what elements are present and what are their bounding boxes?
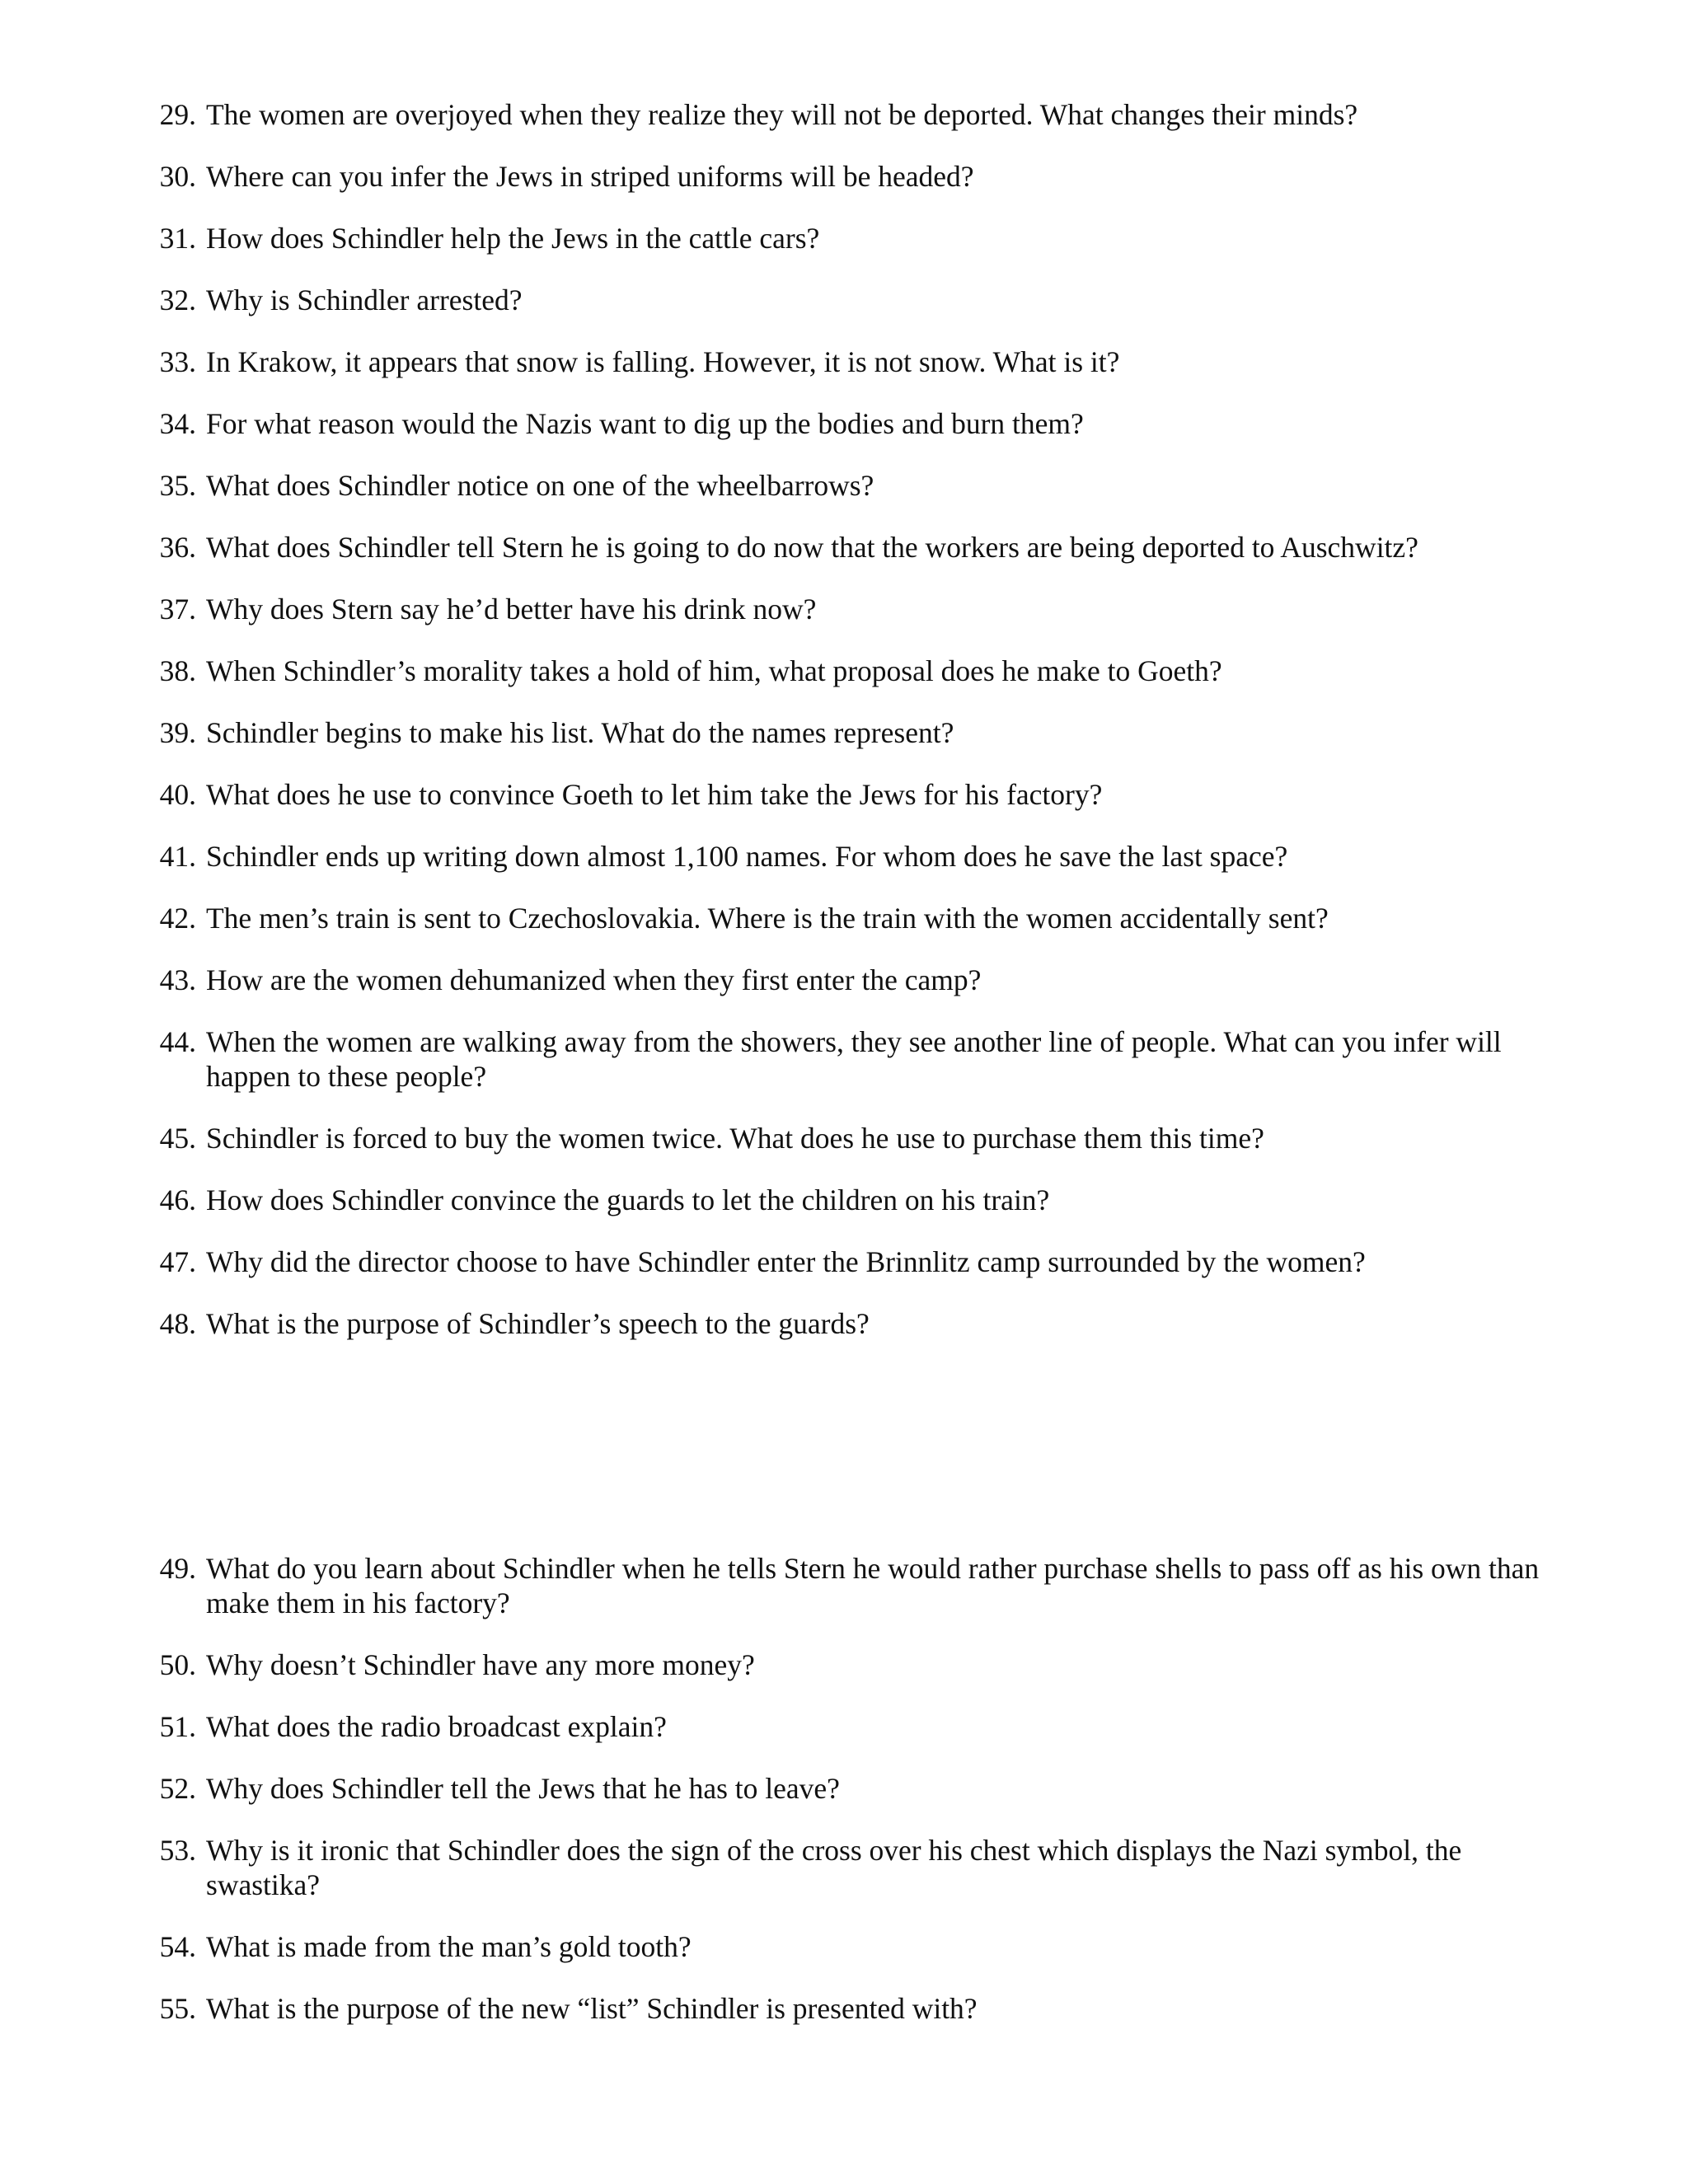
question-text: For what reason would the Nazis want to dig up the bodies and burn them?: [206, 407, 1084, 440]
question-text: When the women are walking away from the showers, they see another line of people. What can you infer will happen to these people?: [206, 1025, 1502, 1093]
question-number: 43.: [159, 963, 196, 996]
question-item: [0, 1121, 1688, 1155]
question-number: 38.: [159, 654, 196, 687]
question-text: Schindler begins to make his list. What do the names represent?: [206, 716, 954, 749]
question-text: What does Schindler notice on one of the wheelbarrows?: [206, 469, 874, 502]
question-item: [0, 468, 1688, 503]
question-number: 39.: [159, 716, 196, 749]
question-number: 33.: [159, 345, 196, 378]
question-text: How are the women dehumanized when they first enter the camp?: [206, 963, 982, 996]
question-number: 42.: [159, 902, 196, 935]
question-item: [0, 1024, 1688, 1094]
question-number: 34.: [159, 407, 196, 440]
question-text: What does he use to convince Goeth to let him take the Jews for his factory?: [206, 778, 1103, 811]
question-number: 30.: [159, 160, 196, 193]
question-number: 46.: [159, 1183, 196, 1216]
question-number: 47.: [159, 1245, 196, 1278]
question-item: [0, 901, 1688, 935]
question-text: In Krakow, it appears that snow is falling. However, it is not snow. What is it?: [206, 345, 1120, 378]
question-number: 40.: [159, 778, 196, 811]
question-text: What does Schindler tell Stern he is going to do now that the workers are being deported to Auschwitz?: [206, 531, 1418, 564]
question-item: [0, 1183, 1688, 1217]
question-item: [0, 530, 1688, 565]
question-item: [0, 1244, 1688, 1279]
question-number: 41.: [159, 840, 196, 873]
question-text: What is made from the man’s gold tooth?: [206, 1930, 692, 1963]
question-text: Why is it ironic that Schindler does the sign of the cross over his chest which displays the Nazi symbol, the swastika?: [206, 1834, 1462, 1901]
question-text: Schindler ends up writing down almost 1,100 names. For whom does he save the last space?: [206, 840, 1288, 873]
question-text: What is the purpose of Schindler’s speech to the guards?: [206, 1307, 870, 1340]
question-number: 36.: [159, 531, 196, 564]
question-text: When Schindler’s morality takes a hold of him, what proposal does he make to Goeth?: [206, 654, 1222, 687]
question-item: [0, 406, 1688, 441]
question-item: [0, 1647, 1688, 1682]
question-number: 37.: [159, 593, 196, 626]
question-item: [0, 963, 1688, 997]
question-item: [0, 221, 1688, 255]
question-item: [0, 1929, 1688, 1964]
question-item: [0, 1833, 1688, 1902]
question-number: 44.: [159, 1025, 196, 1058]
question-item: [0, 1306, 1688, 1341]
question-item: [0, 159, 1688, 194]
question-text: Why does Schindler tell the Jews that he has to leave?: [206, 1772, 840, 1805]
question-number: 52.: [159, 1772, 196, 1805]
question-item: [0, 1551, 1688, 1620]
question-list-part1: [0, 97, 1688, 1368]
question-number: 50.: [159, 1648, 196, 1681]
question-text: Where can you infer the Jews in striped uniforms will be headed?: [206, 160, 974, 193]
question-number: 55.: [159, 1992, 196, 2025]
question-text: Why doesn’t Schindler have any more money?: [206, 1648, 755, 1681]
question-number: 29.: [159, 98, 196, 131]
question-item: [0, 654, 1688, 688]
question-item: [0, 1709, 1688, 1744]
question-number: 53.: [159, 1834, 196, 1867]
question-item: [0, 715, 1688, 750]
question-text: What is the purpose of the new “list” Schindler is presented with?: [206, 1992, 978, 2025]
question-item: [0, 777, 1688, 812]
question-text: Why does Stern say he’d better have his drink now?: [206, 593, 817, 626]
question-text: The women are overjoyed when they realize they will not be deported. What changes their minds?: [206, 98, 1358, 131]
question-item: [0, 283, 1688, 317]
question-text: How does Schindler convince the guards to let the children on his train?: [206, 1183, 1050, 1216]
question-item: [0, 839, 1688, 874]
question-text: What do you learn about Schindler when he tells Stern he would rather purchase shells to pass off as his own than make them in his factory?: [206, 1552, 1540, 1619]
question-number: 48.: [159, 1307, 196, 1340]
question-item: [0, 592, 1688, 626]
question-text: Why did the director choose to have Schindler enter the Brinnlitz camp surrounded by the women?: [206, 1245, 1366, 1278]
question-number: 32.: [159, 284, 196, 316]
question-list-part2: [0, 1551, 1688, 2053]
question-text: The men’s train is sent to Czechoslovakia. Where is the train with the women accidentally sent?: [206, 902, 1329, 935]
question-number: 35.: [159, 469, 196, 502]
question-number: 31.: [159, 222, 196, 255]
question-text: What does the radio broadcast explain?: [206, 1710, 667, 1743]
question-item: [0, 97, 1688, 132]
question-number: 51.: [159, 1710, 196, 1743]
question-number: 45.: [159, 1122, 196, 1155]
question-item: [0, 1991, 1688, 2026]
question-item: [0, 1771, 1688, 1806]
question-text: Schindler is forced to buy the women twice. What does he use to purchase them this time?: [206, 1122, 1264, 1155]
question-number: 54.: [159, 1930, 196, 1963]
question-item: [0, 344, 1688, 379]
question-number: 49.: [159, 1552, 196, 1585]
question-text: How does Schindler help the Jews in the cattle cars?: [206, 222, 820, 255]
question-text: Why is Schindler arrested?: [206, 284, 523, 316]
